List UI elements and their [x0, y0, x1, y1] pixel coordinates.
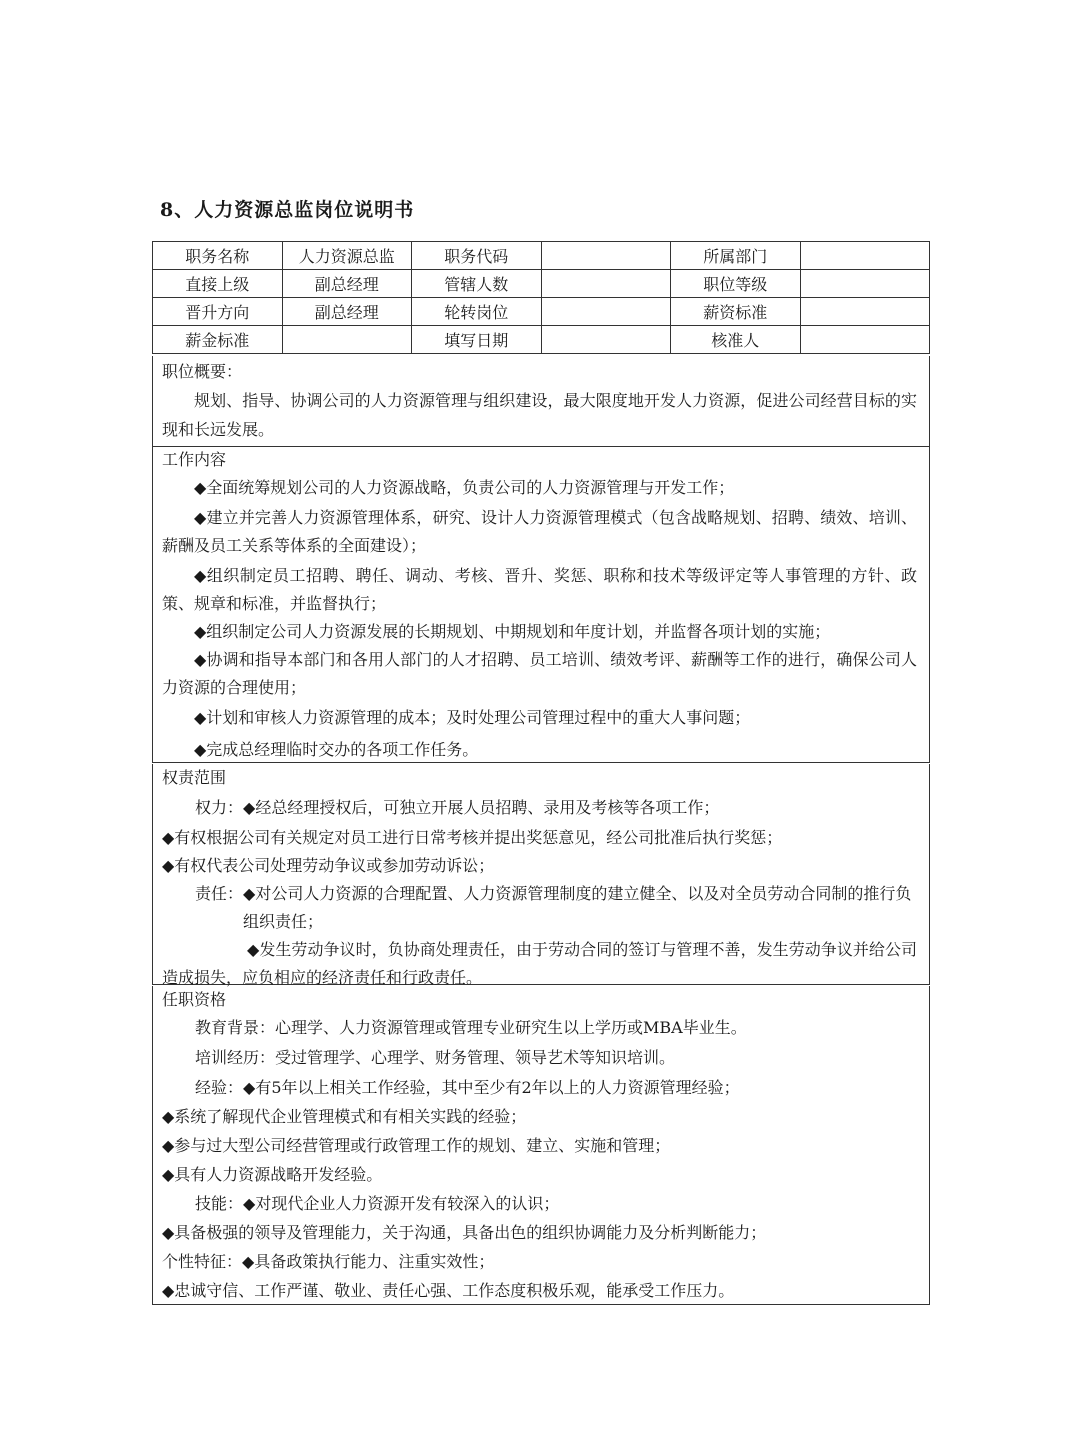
table-cell: 职位等级: [671, 270, 801, 298]
training-label: 培训经历：: [195, 1048, 276, 1067]
work-item: ◆计划和审核人力资源管理的成本；及时处理公司管理过程中的重大人事问题；: [194, 708, 751, 727]
authority-title: 权责范围: [162, 768, 227, 787]
overview-text: 规划、指导、协调公司的人力资源管理与组织建设，最大限度地开发人力资源，促进公司经营目标的实现和长远发展。: [162, 391, 917, 439]
responsibility-item: ◆发生劳动争议时，负协商处理责任，由于劳动合同的签订与管理不善，发生劳动争议并给公司造成损失，应负相应的经济责任和行政责任。: [162, 940, 917, 987]
table-cell: [541, 270, 671, 298]
authority-section: [152, 764, 930, 985]
table-cell: 管辖人数: [412, 270, 542, 298]
table-row: [153, 298, 930, 326]
responsibility-item: ◆对公司人力资源的合理配置、人力资源管理制度的建立健全、以及对全员劳动合同制的推行负组织责任；: [243, 884, 912, 931]
document-title: 8、人力资源总监岗位说明书: [160, 199, 415, 221]
training-text: 受过管理学、心理学、财务管理、领导艺术等知识培训。: [275, 1048, 676, 1067]
skill-item: ◆具备极强的领导及管理能力，关于沟通，具备出色的组织协调能力及分析判断能力；: [162, 1223, 767, 1242]
work-section: [152, 446, 930, 763]
qualification-section: [152, 986, 930, 1305]
personality-row: [153, 1248, 929, 1276]
experience-item: ◆具有人力资源战略开发经验。: [162, 1165, 383, 1184]
training-row: [153, 1044, 929, 1072]
power-item: ◆有权根据公司有关规定对员工进行日常考核并提出奖惩意见，经公司批准后执行奖惩；: [162, 828, 783, 847]
power-row: [153, 794, 929, 822]
table-cell: [800, 242, 930, 270]
skill-row: [153, 1190, 929, 1218]
work-item: ◆建立并完善人力资源管理体系，研究、设计人力资源管理模式（包含战略规划、招聘、绩效、培训、薪酬及员工关系等体系的全面建设）；: [162, 508, 917, 555]
table-cell: [541, 326, 671, 354]
education-row: [153, 1014, 929, 1042]
work-item: ◆协调和指导本部门和各用人部门的人才招聘、员工培训、绩效考评、薪酬等工作的进行，确保公司人力资源的合理使用；: [162, 650, 917, 697]
table-cell: 薪金标准: [153, 326, 283, 354]
table-cell: [800, 326, 930, 354]
experience-row: [153, 1074, 929, 1102]
experience-item: ◆系统了解现代企业管理模式和有相关实践的经验；: [162, 1107, 527, 1126]
power-label: 权力：: [195, 798, 244, 817]
table-cell: 人力资源总监: [282, 242, 412, 270]
table-cell: 所属部门: [671, 242, 801, 270]
table-cell: 职务代码: [412, 242, 542, 270]
personality-label: 个性特征：: [162, 1252, 243, 1271]
qualification-title: 任职资格: [162, 990, 227, 1009]
power-item: ◆经总经理授权后，可独立开展人员招聘、录用及考核等各项工作；: [243, 798, 720, 817]
table-cell: 副总经理: [282, 298, 412, 326]
responsibility-label: 责任：: [195, 884, 244, 903]
experience-item: ◆参与过大型公司经营管理或行政管理工作的规划、建立、实施和管理；: [162, 1136, 671, 1155]
table-cell: 直接上级: [153, 270, 283, 298]
work-title: 工作内容: [162, 450, 227, 469]
table-cell: [282, 326, 412, 354]
work-item: ◆完成总经理临时交办的各项工作任务。: [194, 740, 479, 759]
experience-item: ◆有5年以上相关工作经验，其中至少有2年以上的人力资源管理经验；: [243, 1078, 740, 1097]
table-cell: 轮转岗位: [412, 298, 542, 326]
personality-item: ◆具备政策执行能力、注重实效性；: [242, 1252, 495, 1271]
table-cell: 职务名称: [153, 242, 283, 270]
table-row: [153, 242, 930, 270]
table-cell: [541, 298, 671, 326]
table-cell: 填写日期: [412, 326, 542, 354]
table-row: [153, 270, 930, 298]
education-label: 教育背景：: [195, 1018, 276, 1037]
overview-title: 职位概要：: [162, 362, 243, 381]
table-cell: 晋升方向: [153, 298, 283, 326]
table-row: [153, 326, 930, 354]
overview-section: [152, 356, 930, 447]
table-cell: 薪资标准: [671, 298, 801, 326]
power-item: ◆有权代表公司处理劳动争议或参加劳动诉讼；: [162, 856, 495, 875]
table-cell: 副总经理: [282, 270, 412, 298]
education-text: 心理学、人力资源管理或管理专业研究生以上学历或MBA毕业生。: [275, 1018, 747, 1037]
personality-item: ◆忠诚守信、工作严谨、敬业、责任心强、工作态度积极乐观，能承受工作压力。: [162, 1281, 735, 1300]
work-item: ◆组织制定公司人力资源发展的长期规划、中期规划和年度计划，并监督各项计划的实施；: [194, 622, 831, 641]
skill-label: 技能：: [195, 1194, 244, 1213]
experience-label: 经验：: [195, 1078, 244, 1097]
job-info-table: [152, 241, 930, 354]
responsibility-row: [153, 880, 929, 936]
table-cell: [541, 242, 671, 270]
table-cell: [800, 298, 930, 326]
table-cell: 核准人: [671, 326, 801, 354]
table-cell: [800, 270, 930, 298]
work-item: ◆全面统筹规划公司的人力资源战略，负责公司的人力资源管理与开发工作；: [194, 478, 735, 497]
work-item: ◆组织制定员工招聘、聘任、调动、考核、晋升、奖惩、职称和技术等级评定等人事管理的方针、政策、规章和标准，并监督执行；: [162, 566, 917, 613]
skill-item: ◆对现代企业人力资源开发有较深入的认识；: [243, 1194, 560, 1213]
